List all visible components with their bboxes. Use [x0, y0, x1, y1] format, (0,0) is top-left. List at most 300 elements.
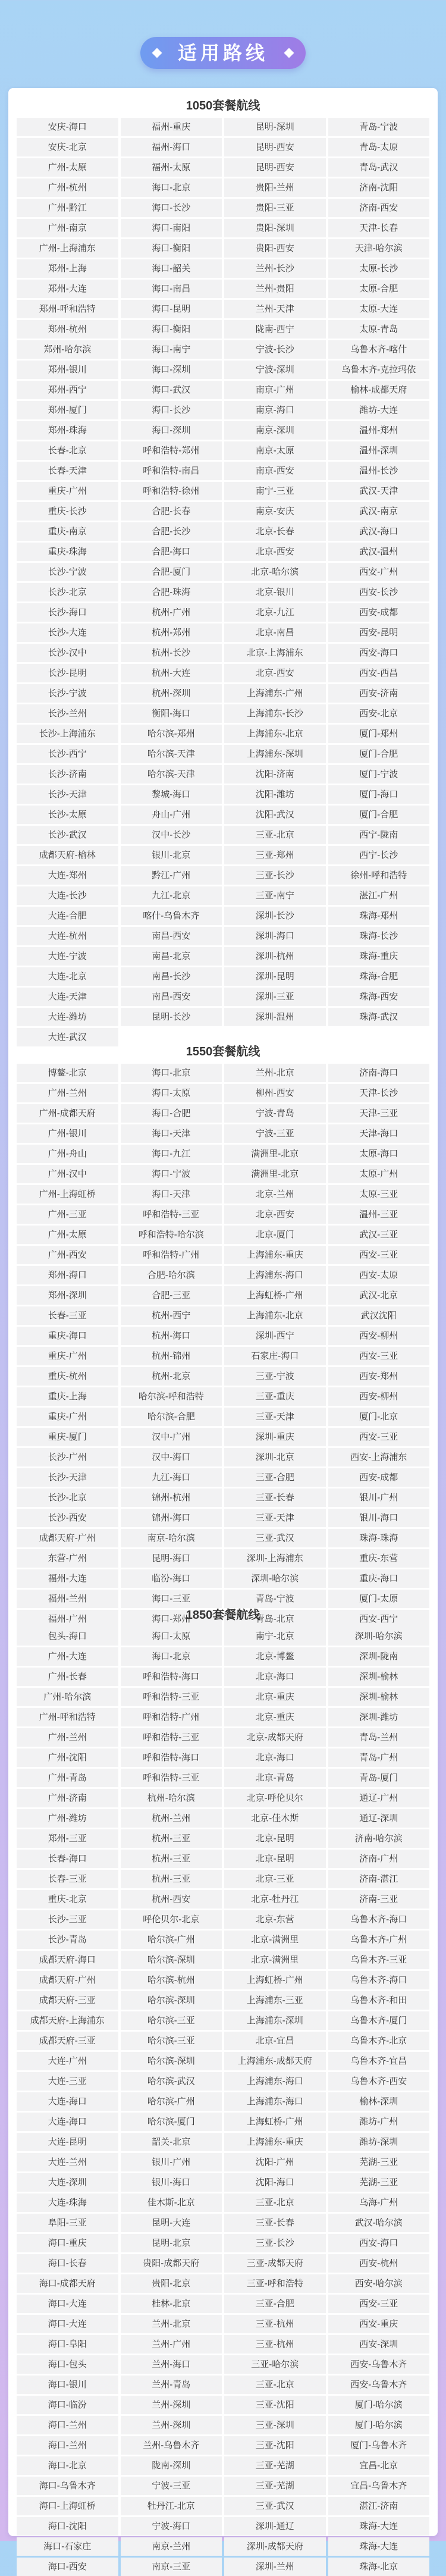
route-cell: 武汉-天津	[328, 482, 430, 500]
route-cell: 长沙-武汉	[17, 826, 118, 844]
route-cell: 昆明-长沙	[121, 1008, 222, 1026]
route-cell: 厦门-合肥	[328, 745, 430, 763]
route-cell: 成都天府-三亚	[17, 2032, 118, 2050]
route-cell: 西安-北京	[328, 704, 430, 723]
route-cell: 兰州-深圳	[121, 2396, 222, 2414]
route-cell: 深圳-哈尔滨	[328, 1627, 430, 1646]
route-cell: 三亚-沈阳	[224, 2436, 326, 2455]
route-cell: 厦门-合肥	[328, 806, 430, 824]
route-cell: 大连-珠海	[17, 2193, 118, 2212]
route-cell: 海口-衡阳	[121, 320, 222, 339]
route-cell: 杭州-西宁	[121, 1306, 222, 1325]
route-cell: 大连-长沙	[17, 886, 118, 905]
route-cell: 乌鲁木齐-三亚	[328, 1951, 430, 1969]
route-cell: 呼伦贝尔-北京	[121, 1910, 222, 1929]
route-cell: 乌鲁木齐-广州	[328, 1931, 430, 1949]
route-cell: 广州-西安	[17, 1246, 118, 1264]
route-cell: 海口-上海虹桥	[17, 2497, 118, 2515]
route-cell: 深圳-榆林	[328, 1688, 430, 1706]
route-cell: 海口-阜阳	[17, 2335, 118, 2354]
route-cell: 海口-南昌	[121, 280, 222, 298]
route-cell: 西安-成都	[328, 603, 430, 622]
route-cell: 长沙-大连	[17, 623, 118, 642]
route-cell: 厦门-哈尔滨	[328, 2396, 430, 2414]
route-cell: 满洲里-北京	[224, 1145, 326, 1163]
route-cell: 重庆-广州	[17, 1408, 118, 1426]
route-cell: 青岛-广州	[328, 1748, 430, 1767]
route-cell: 深圳-通辽	[224, 2517, 326, 2536]
route-cell: 乌鲁木齐-北京	[328, 2032, 430, 2050]
route-cell: 桂林-北京	[121, 2295, 222, 2313]
route-cell: 广州-沈阳	[17, 1748, 118, 1767]
route-cell: 杭州-海口	[121, 1327, 222, 1345]
route-cell: 郑州-呼和浩特	[17, 300, 118, 318]
route-cell: 昆明-海口	[121, 1549, 222, 1568]
route-cell: 海口-郑州	[121, 1610, 222, 1628]
route-cell: 三亚-南宁	[224, 886, 326, 905]
route-cell: 珠海-武汉	[328, 1008, 430, 1026]
route-cell: 哈尔滨-广州	[121, 1931, 222, 1949]
route-cell: 广州-南京	[17, 219, 118, 237]
route-cell: 合肥-长春	[121, 502, 222, 521]
route-cell: 石家庄-海口	[224, 1347, 326, 1365]
route-section-1550	[17, 1040, 429, 1628]
route-cell: 大连-海口	[17, 2092, 118, 2111]
route-cell: 南京-太原	[224, 441, 326, 460]
route-cell: 上海虹桥-广州	[224, 1971, 326, 1989]
route-cell: 福州-兰州	[17, 1590, 118, 1608]
route-cell: 成都天府-广州	[17, 1529, 118, 1547]
route-cell: 上海虹桥-广州	[224, 2113, 326, 2131]
route-cell: 昆明-大连	[121, 2214, 222, 2232]
route-cell: 西安-三亚	[328, 1347, 430, 1365]
route-cell: 重庆-上海	[17, 1387, 118, 1406]
route-cell: 成都天府-海口	[17, 1951, 118, 1969]
route-cell: 北京-昆明	[224, 1850, 326, 1868]
route-cell: 广州-潍坊	[17, 1809, 118, 1828]
route-cell: 三亚-武汉	[224, 1529, 326, 1547]
route-cell: 广州-黔江	[17, 199, 118, 217]
route-cell: 银川-海口	[121, 2173, 222, 2192]
route-cell: 兰州-天津	[224, 300, 326, 318]
route-cell: 深圳-哈尔滨	[224, 1569, 326, 1588]
route-cell: 南京-兰州	[121, 2537, 222, 2556]
route-cell: 西安-三亚	[328, 1428, 430, 1446]
route-cell: 上海浦东-成都天府	[224, 2052, 326, 2070]
route-cell: 太原-长沙	[328, 259, 430, 278]
route-cell: 西宁-长沙	[328, 846, 430, 864]
route-cell: 海口-银川	[17, 2376, 118, 2394]
route-cell: 郑州-西宁	[17, 381, 118, 399]
route-cell: 长沙-北京	[17, 583, 118, 601]
route-cell: 北京-青岛	[224, 1769, 326, 1787]
route-cell: 西安-三亚	[328, 1246, 430, 1264]
route-cell: 杭州-郑州	[121, 623, 222, 642]
route-cell: 徐州-呼和浩特	[328, 866, 430, 885]
route-cell: 广州-舟山	[17, 1145, 118, 1163]
route-cell: 天津-长沙	[328, 1084, 430, 1102]
route-cell: 哈尔滨-呼和浩特	[121, 1387, 222, 1406]
route-cell: 九江-海口	[121, 1468, 222, 1487]
route-cell: 贵阳-兰州	[224, 178, 326, 197]
route-cell: 西安-西昌	[328, 664, 430, 682]
route-grid	[17, 118, 429, 1046]
route-cell: 西安-西宁	[328, 1610, 430, 1628]
route-cell: 广州-哈尔滨	[17, 1688, 118, 1706]
route-cell: 西安-柳州	[328, 1387, 430, 1406]
route-cell: 海口-包头	[17, 2355, 118, 2374]
route-cell: 潍坊-大连	[328, 401, 430, 419]
route-cell: 大连-杭州	[17, 927, 118, 945]
route-cell: 长春-三亚	[17, 1306, 118, 1325]
route-cell: 厦门-哈尔滨	[328, 2416, 430, 2434]
route-cell: 武汉-海口	[328, 522, 430, 541]
route-cell: 南京-安庆	[224, 502, 326, 521]
route-cell: 潍坊-深圳	[328, 2133, 430, 2151]
route-cell: 呼和浩特-海口	[121, 1748, 222, 1767]
route-cell: 呼和浩特-三亚	[121, 1688, 222, 1706]
route-cell: 宜昌-乌鲁木齐	[328, 2477, 430, 2495]
route-cell: 兰州-贵阳	[224, 280, 326, 298]
route-cell: 海口-临汾	[17, 2396, 118, 2414]
route-cell: 喀什-乌鲁木齐	[121, 907, 222, 925]
route-cell: 济南-哈尔滨	[328, 1829, 430, 1848]
route-cell: 海口-三亚	[121, 1590, 222, 1608]
route-cell: 南京-三亚	[121, 2558, 222, 2576]
route-cell: 济南-湛江	[328, 1870, 430, 1888]
route-cell: 深圳-长沙	[224, 907, 326, 925]
route-section-1050	[17, 94, 429, 1046]
route-cell: 重庆-长沙	[17, 502, 118, 521]
route-cell: 长沙-天津	[17, 785, 118, 804]
route-cell: 深圳-三亚	[224, 988, 326, 1006]
route-cell: 兰州-深圳	[121, 2416, 222, 2434]
route-cell: 上海虹桥-广州	[224, 1286, 326, 1305]
route-cell: 呼和浩特-哈尔滨	[121, 1226, 222, 1244]
route-cell: 乌海-广州	[328, 2193, 430, 2212]
route-cell: 锦州-海口	[121, 1509, 222, 1527]
route-cell: 南京-深圳	[224, 421, 326, 440]
route-cell: 贵阳-三亚	[224, 199, 326, 217]
route-cell: 兰州-广州	[121, 2335, 222, 2354]
route-cell: 杭州-广州	[121, 603, 222, 622]
route-cell: 芜湖-三亚	[328, 2153, 430, 2171]
route-cell: 哈尔滨-杭州	[121, 1971, 222, 1989]
route-cell: 深圳-榆林	[328, 1668, 430, 1686]
route-cell: 长沙-西宁	[17, 745, 118, 763]
route-cell: 三亚-北京	[224, 826, 326, 844]
route-cell: 海口-天津	[121, 1185, 222, 1204]
route-cell: 昆明-北京	[121, 2234, 222, 2252]
route-cell: 厦门-宁波	[328, 765, 430, 784]
route-cell: 海口-长沙	[121, 199, 222, 217]
route-cell: 北京-宜昌	[224, 2032, 326, 2050]
route-cell: 武汉-哈尔滨	[328, 2214, 430, 2232]
route-cell: 昆明-深圳	[224, 118, 326, 136]
route-cell: 芜湖-三亚	[328, 2173, 430, 2192]
route-cell: 武汉-北京	[328, 1286, 430, 1305]
route-cell: 三亚-长沙	[224, 2234, 326, 2252]
route-cell: 西安-深圳	[328, 2335, 430, 2354]
route-cell: 上海浦东-北京	[224, 1306, 326, 1325]
route-cell: 海口-深圳	[121, 421, 222, 440]
route-cell: 海口-成都天府	[17, 2274, 118, 2293]
route-grid	[17, 1064, 429, 1628]
route-cell: 温州-长沙	[328, 462, 430, 480]
route-cell: 哈尔滨-厦门	[121, 2113, 222, 2131]
route-cell: 北京-重庆	[224, 1688, 326, 1706]
route-cell: 佳木斯-北京	[121, 2193, 222, 2212]
route-cell: 榆林-深圳	[328, 2092, 430, 2111]
route-cell: 西安-昆明	[328, 623, 430, 642]
route-cell: 海口-重庆	[17, 2234, 118, 2252]
title-left-diamond-icon	[152, 48, 162, 58]
route-cell: 牡丹江-北京	[121, 2497, 222, 2515]
route-cell: 郑州-哈尔滨	[17, 340, 118, 359]
route-cell: 潍坊-广州	[328, 2113, 430, 2131]
route-cell: 济南-海口	[328, 1064, 430, 1082]
route-cell: 北京-昆明	[224, 1829, 326, 1848]
route-cell: 上海浦东-深圳	[224, 2011, 326, 2030]
route-cell: 海口-乌鲁木齐	[17, 2477, 118, 2495]
route-cell: 舟山-广州	[121, 806, 222, 824]
route-cell: 长沙-广州	[17, 1448, 118, 1466]
route-cell: 哈尔滨-三亚	[121, 2011, 222, 2030]
route-cell: 珠海-大连	[328, 2537, 430, 2556]
route-cell: 韶关-北京	[121, 2133, 222, 2151]
route-cell: 济南-三亚	[328, 1890, 430, 1909]
route-cell: 长沙-海口	[17, 603, 118, 622]
route-cell: 北京-成都天府	[224, 1728, 326, 1747]
section-title: 1550套餐航线	[186, 1045, 260, 1058]
route-cell: 成都天府-三亚	[17, 1991, 118, 2010]
page-title: 适用路线	[177, 42, 268, 64]
route-cell: 北京-西安	[224, 1205, 326, 1224]
route-cell: 昆明-西安	[224, 158, 326, 177]
routes-card	[8, 88, 438, 2572]
route-cell: 广州-成都天府	[17, 1104, 118, 1123]
route-cell: 海口-深圳	[121, 361, 222, 379]
route-cell: 哈尔滨-广州	[121, 2092, 222, 2111]
route-cell: 黎城-海口	[121, 785, 222, 804]
route-cell: 武汉-温州	[328, 543, 430, 561]
route-cell: 南宁-三亚	[224, 482, 326, 500]
route-cell: 北京-长春	[224, 522, 326, 541]
route-cell: 长沙-宁波	[17, 684, 118, 703]
route-cell: 海口-北京	[17, 2456, 118, 2475]
route-cell: 长沙-昆明	[17, 664, 118, 682]
route-cell: 银川-广州	[121, 2153, 222, 2171]
route-cell: 海口-兰州	[17, 2436, 118, 2455]
route-cell: 大连-潍坊	[17, 1008, 118, 1026]
route-cell: 乌鲁木齐-厦门	[328, 2011, 430, 2030]
route-cell: 贵阳-深圳	[224, 219, 326, 237]
route-cell: 大连-合肥	[17, 907, 118, 925]
route-cell: 深圳-北京	[224, 1448, 326, 1466]
route-cell: 珠海-西安	[328, 988, 430, 1006]
route-cell: 北京-满洲里	[224, 1951, 326, 1969]
route-cell: 西安-三亚	[328, 2295, 430, 2313]
route-cell: 海口-石家庄	[17, 2537, 118, 2556]
route-cell: 南宁-北京	[224, 1627, 326, 1646]
route-cell: 三亚-芜湖	[224, 2477, 326, 2495]
route-cell: 三亚-北京	[224, 2376, 326, 2394]
route-cell: 湛江-济南	[328, 2497, 430, 2515]
route-cell: 广州-银川	[17, 1124, 118, 1143]
route-cell: 太原-广州	[328, 1165, 430, 1183]
route-cell: 汉中-广州	[121, 1428, 222, 1446]
route-cell: 南京-哈尔滨	[121, 1529, 222, 1547]
route-cell: 重庆-珠海	[17, 543, 118, 561]
route-cell: 三亚-合肥	[224, 1468, 326, 1487]
route-cell: 北京-重庆	[224, 1708, 326, 1726]
route-cell: 合肥-厦门	[121, 563, 222, 581]
route-cell: 长沙-青岛	[17, 1931, 118, 1949]
route-cell: 珠海-合肥	[328, 967, 430, 986]
route-cell: 北京-南昌	[224, 623, 326, 642]
route-cell: 青岛-宁波	[328, 118, 430, 136]
route-cell: 北京-银川	[224, 583, 326, 601]
route-cell: 满洲里-北京	[224, 1165, 326, 1183]
route-cell: 上海浦东-三亚	[224, 1991, 326, 2010]
route-cell: 西安-长沙	[328, 583, 430, 601]
route-cell: 厦门-郑州	[328, 725, 430, 743]
route-cell: 济南-沈阳	[328, 178, 430, 197]
route-cell: 海口-北京	[121, 178, 222, 197]
route-cell: 合肥-珠海	[121, 583, 222, 601]
route-cell: 沈阳-武汉	[224, 806, 326, 824]
route-cell: 广州-太原	[17, 1226, 118, 1244]
route-cell: 广州-大连	[17, 1647, 118, 1666]
route-cell: 哈尔滨-武汉	[121, 2072, 222, 2091]
route-cell: 海口-大连	[17, 2295, 118, 2313]
route-cell: 西安-济南	[328, 684, 430, 703]
route-cell: 海口-大连	[17, 2315, 118, 2333]
route-cell: 重庆-北京	[17, 1890, 118, 1909]
route-cell: 三亚-深圳	[224, 2416, 326, 2434]
route-cell: 深圳-昆明	[224, 967, 326, 986]
route-cell: 武汉沈阳	[328, 1306, 430, 1325]
route-cell: 兰州-乌鲁木齐	[121, 2436, 222, 2455]
route-cell: 大连-深圳	[17, 2173, 118, 2192]
route-cell: 广州-济南	[17, 1789, 118, 1807]
route-cell: 厦门-北京	[328, 1408, 430, 1426]
route-cell: 温州-郑州	[328, 421, 430, 440]
route-cell: 宜昌-北京	[328, 2456, 430, 2475]
route-cell: 长春-三亚	[17, 1870, 118, 1888]
route-cell: 深圳-上海浦东	[224, 1549, 326, 1568]
title-right-diamond-icon	[284, 48, 294, 58]
route-cell: 贵阳-成都天府	[121, 2254, 222, 2273]
route-cell: 安庆-海口	[17, 118, 118, 136]
route-cell: 呼和浩特-广州	[121, 1246, 222, 1264]
route-cell: 宁波-青岛	[224, 1104, 326, 1123]
route-grid	[17, 1627, 429, 2576]
route-cell: 长沙-宁波	[17, 563, 118, 581]
route-cell: 大连-天津	[17, 988, 118, 1006]
route-cell: 北京-呼伦贝尔	[224, 1789, 326, 1807]
route-cell: 南昌-长沙	[121, 967, 222, 986]
route-cell: 海口-南宁	[121, 340, 222, 359]
route-cell: 厦门-太原	[328, 1590, 430, 1608]
route-cell: 上海浦东-海口	[224, 1266, 326, 1284]
route-cell: 广州-上海浦东	[17, 239, 118, 258]
route-cell: 三亚-宁波	[224, 1367, 326, 1386]
route-cell: 乌鲁木齐-海口	[328, 1971, 430, 1989]
route-cell: 兰州-海口	[121, 2355, 222, 2374]
route-cell: 北京-三亚	[224, 1870, 326, 1888]
route-cell: 广州-上海虹桥	[17, 1185, 118, 1204]
route-cell: 郑州-大连	[17, 280, 118, 298]
route-cell: 杭州-长沙	[121, 644, 222, 662]
route-cell: 海口-太原	[121, 1627, 222, 1646]
route-cell: 三亚-成都天府	[224, 2254, 326, 2273]
route-cell: 上海浦东-北京	[224, 725, 326, 743]
route-cell: 深圳-兰州	[224, 2558, 326, 2576]
route-cell: 西安-乌鲁木齐	[328, 2355, 430, 2374]
route-cell: 温州-深圳	[328, 441, 430, 460]
route-cell: 湛江-广州	[328, 886, 430, 905]
route-cell: 广州-兰州	[17, 1084, 118, 1102]
route-cell: 三亚-芜湖	[224, 2456, 326, 2475]
route-cell: 长沙-北京	[17, 1488, 118, 1507]
route-cell: 柳州-西安	[224, 1084, 326, 1102]
route-cell: 重庆-东营	[328, 1549, 430, 1568]
route-cell: 临汾-海口	[121, 1569, 222, 1588]
route-cell: 海口-九江	[121, 1145, 222, 1163]
route-cell: 长沙-三亚	[17, 1910, 118, 1929]
route-cell: 哈尔滨-天津	[121, 765, 222, 784]
route-cell: 北京-满洲里	[224, 1931, 326, 1949]
route-cell: 银川-海口	[328, 1509, 430, 1527]
route-cell: 宁波-海口	[121, 2517, 222, 2536]
route-cell: 海口-天津	[121, 1124, 222, 1143]
route-cell: 呼和浩特-三亚	[121, 1205, 222, 1224]
route-cell: 济南-西安	[328, 199, 430, 217]
route-cell: 银川-北京	[121, 846, 222, 864]
route-cell: 沈阳-济南	[224, 765, 326, 784]
route-cell: 珠海-珠海	[328, 1529, 430, 1547]
route-cell: 长春-天津	[17, 462, 118, 480]
route-cell: 包头-海口	[17, 1627, 118, 1646]
route-cell: 合肥-长沙	[121, 522, 222, 541]
route-cell: 北京-海口	[224, 1668, 326, 1686]
route-cell: 三亚-沈阳	[224, 2396, 326, 2414]
route-cell: 乌鲁木齐-喀什	[328, 340, 430, 359]
route-cell: 上海浦东-长沙	[224, 704, 326, 723]
route-cell: 三亚-武汉	[224, 2497, 326, 2515]
route-cell: 北京-佳木斯	[224, 1809, 326, 1828]
route-cell: 郑州-珠海	[17, 421, 118, 440]
route-cell: 乌鲁木齐-和田	[328, 1991, 430, 2010]
route-cell: 三亚-天津	[224, 1408, 326, 1426]
route-cell: 三亚-合肥	[224, 2295, 326, 2313]
route-cell: 重庆-杭州	[17, 1367, 118, 1386]
route-cell: 三亚-郑州	[224, 846, 326, 864]
route-cell: 汉中-海口	[121, 1448, 222, 1466]
route-cell: 上海浦东-海口	[224, 2072, 326, 2091]
route-cell: 成都天府-榆林	[17, 846, 118, 864]
route-cell: 青岛-太原	[328, 138, 430, 156]
route-cell: 广州-呼和浩特	[17, 1708, 118, 1726]
route-cell: 广州-太原	[17, 158, 118, 177]
route-cell: 广州-杭州	[17, 178, 118, 197]
route-cell: 西安-上海浦东	[328, 1448, 430, 1466]
route-cell: 南昌-西安	[121, 927, 222, 945]
route-cell: 深圳-西宁	[224, 1327, 326, 1345]
route-cell: 北京-厦门	[224, 1226, 326, 1244]
route-cell: 郑州-上海	[17, 259, 118, 278]
